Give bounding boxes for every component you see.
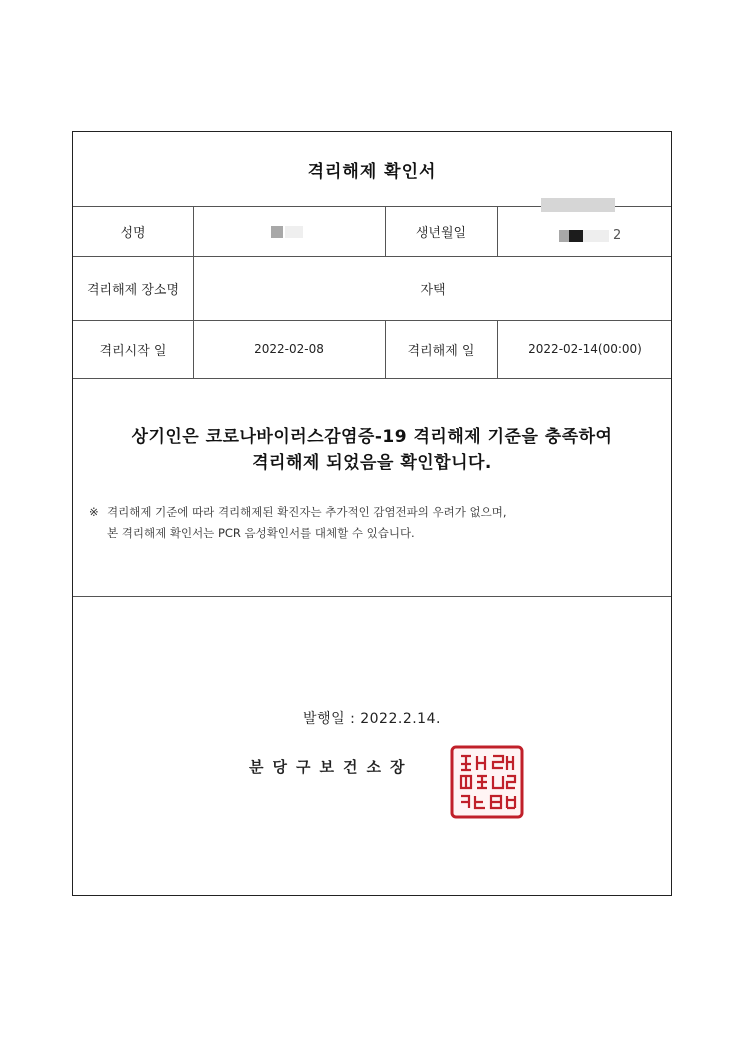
birth-value-redacted	[497, 206, 673, 256]
note-text	[89, 502, 659, 544]
note-line-2: 본 격리해제 확인서는 PCR 음성확인서를 대체할 수 있습니다.	[107, 526, 415, 540]
redaction-mark	[271, 226, 283, 238]
place-label: 격리해제 장소명	[86, 282, 180, 298]
redaction-mark	[583, 230, 609, 242]
name-value-redacted	[193, 206, 385, 256]
name-label: 성명	[120, 225, 146, 241]
redaction-mark	[285, 226, 303, 238]
redaction-mark	[559, 230, 569, 242]
document-title: 격리해제 확인서	[73, 132, 671, 207]
start-value: 2022-02-08	[254, 342, 324, 356]
note-line-1: 격리해제 기준에 따라 격리해제된 확진자는 추가적인 감염전파의 우려가 없으며,	[107, 505, 507, 519]
birth-label: 생년월일	[415, 225, 467, 241]
statement-line-1: 상기인은 코로나바이러스감염증-19 격리해제 기준을 충족하여	[131, 427, 613, 447]
issuer-name: 분당구보건소장	[249, 758, 414, 776]
official-seal-icon	[449, 744, 525, 820]
statement-line-2: 격리해제 되었음을 확인합니다.	[252, 453, 492, 473]
redaction-mark	[569, 230, 583, 242]
issue-date: 발행일 : 2022.2.14.	[303, 711, 441, 727]
note-mark: ※	[89, 505, 99, 519]
release-label: 격리해제 일	[407, 343, 475, 359]
birth-suffix: 2	[613, 228, 622, 243]
redaction-mark	[541, 198, 615, 212]
place-value: 자택	[420, 282, 446, 298]
release-value: 2022-02-14(00:00)	[528, 342, 642, 356]
section-divider	[73, 596, 671, 597]
row-divider	[73, 378, 671, 379]
confirmation-statement	[73, 424, 671, 476]
start-label: 격리시작 일	[99, 343, 167, 359]
certificate-document	[72, 131, 672, 896]
